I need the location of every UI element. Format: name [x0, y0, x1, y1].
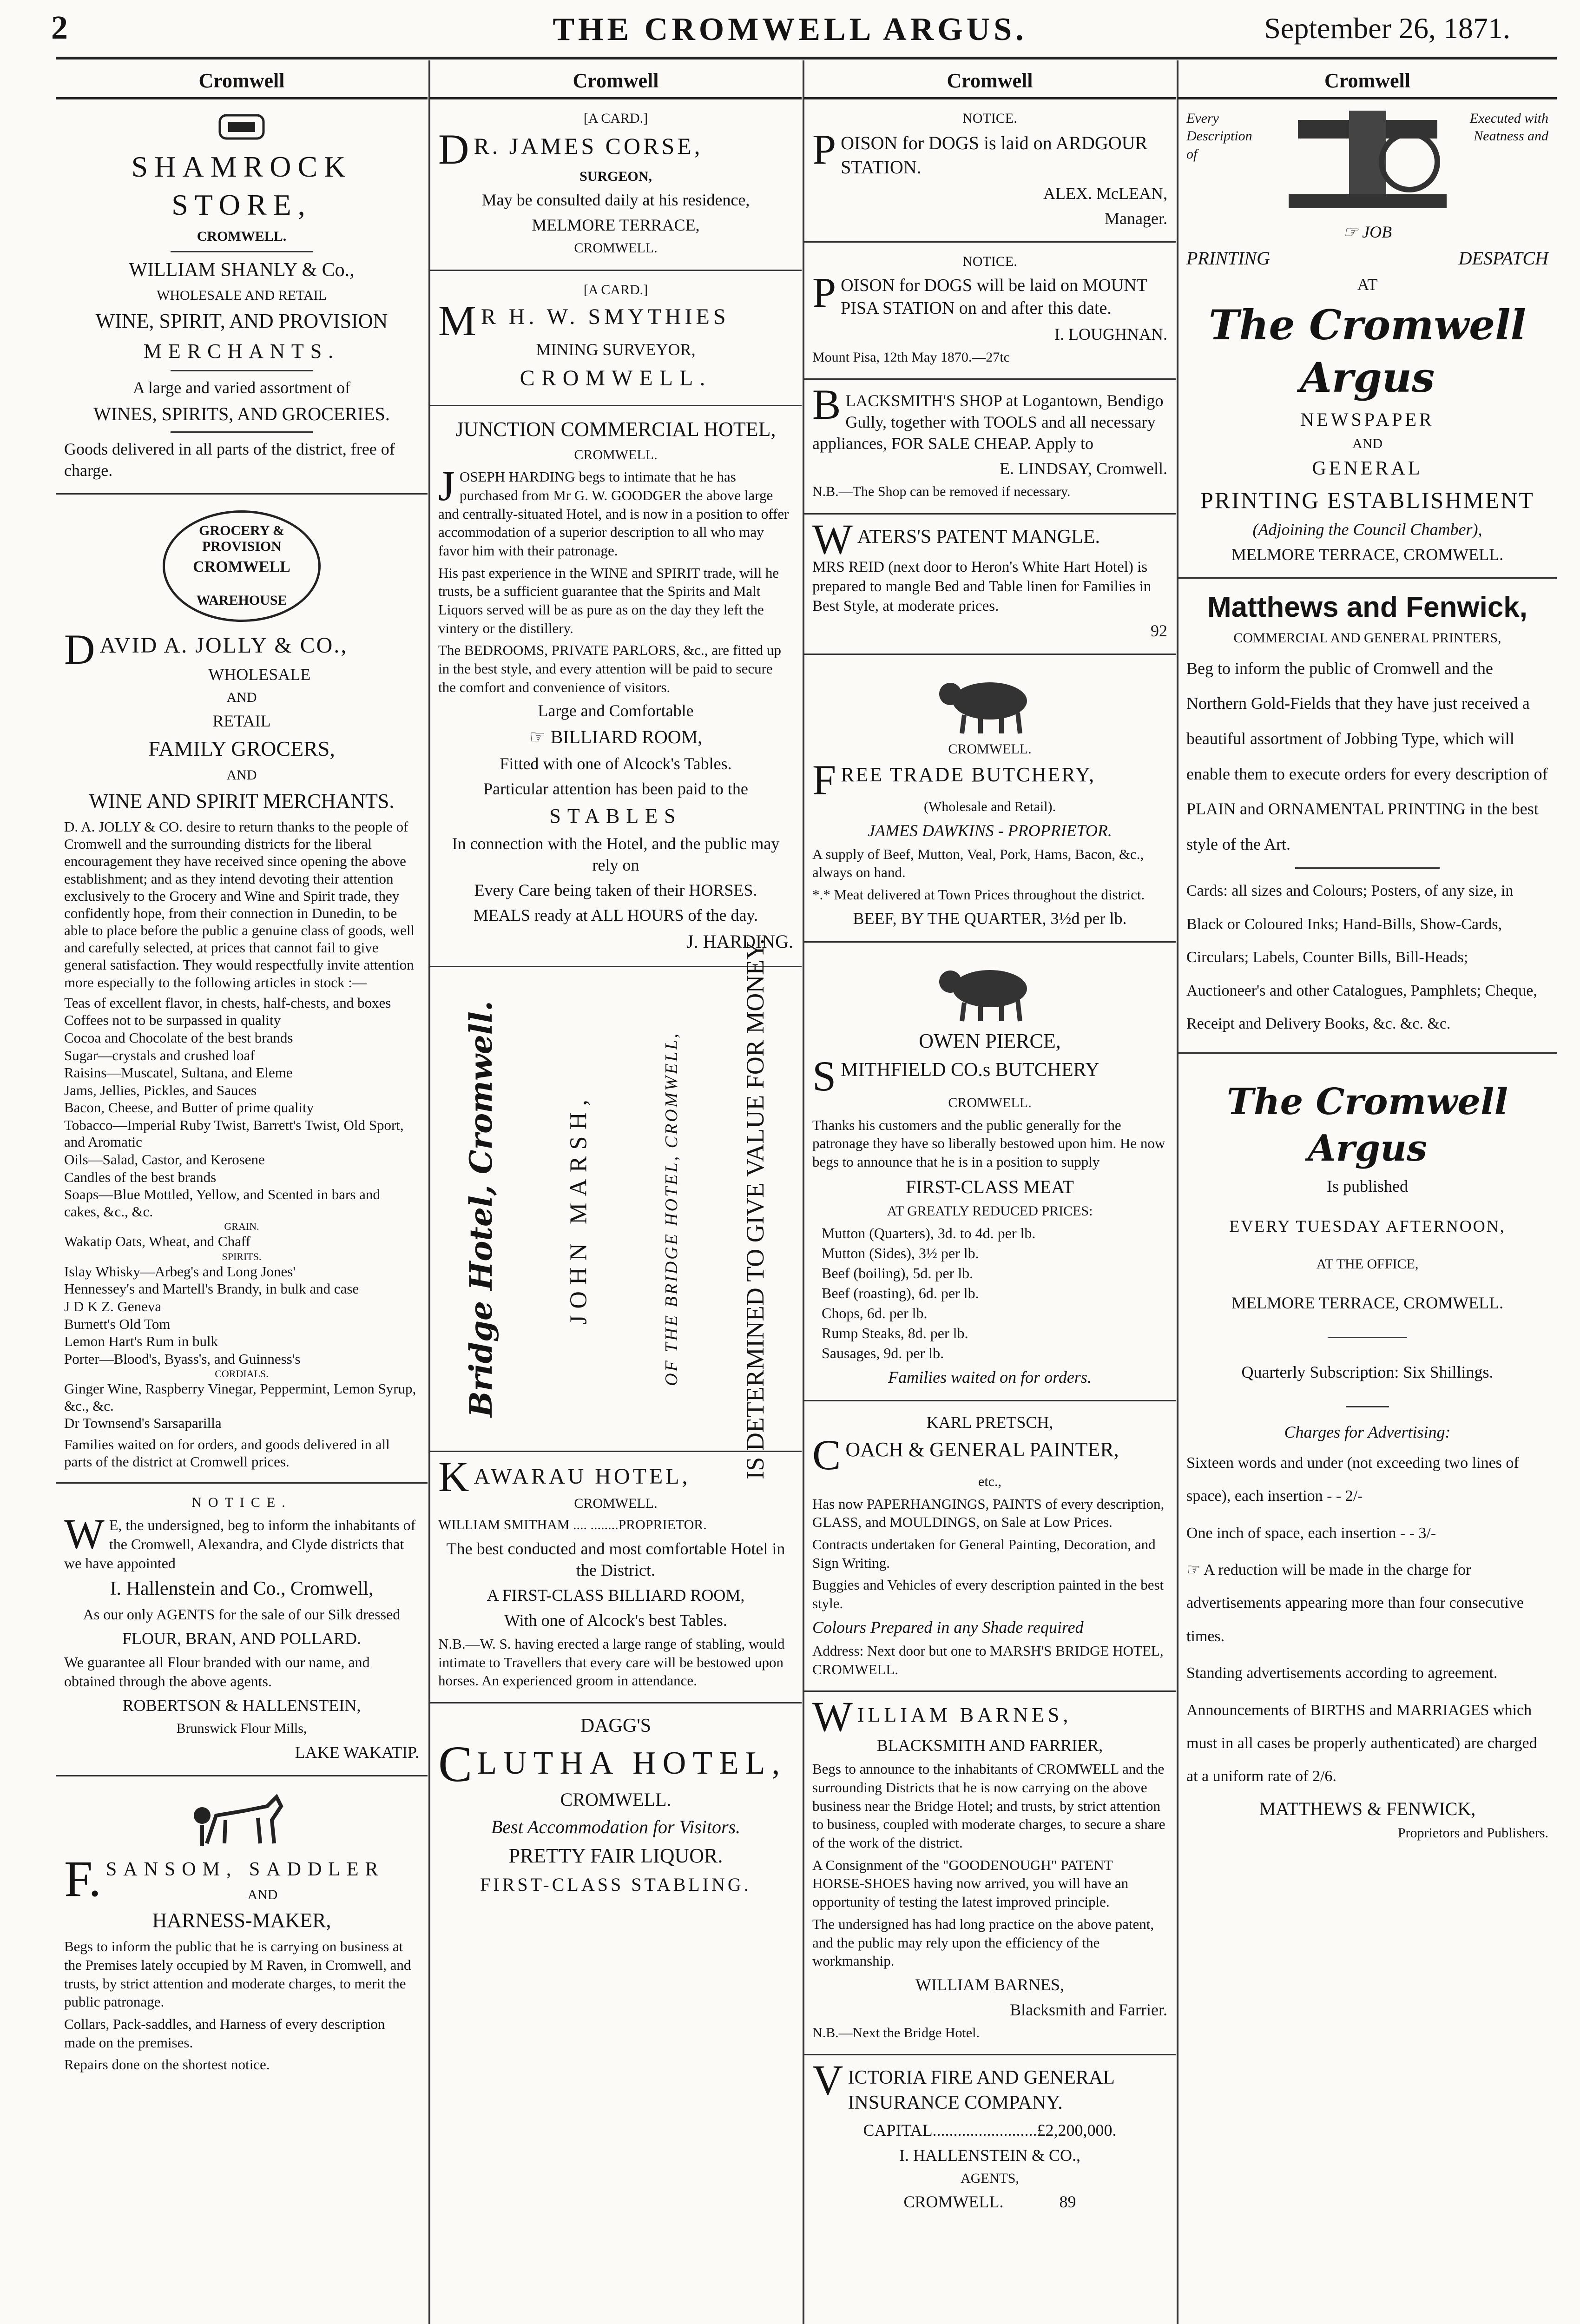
shop-sign-icon	[216, 111, 267, 143]
stock-item: Bacon, Cheese, and Butter of prime quality	[64, 1099, 314, 1116]
price-item: Mutton (Quarters), 3d. to 4d. per lb.	[822, 1225, 1036, 1242]
ox-icon	[936, 666, 1043, 736]
stock-list	[64, 995, 419, 1432]
stock-item: Sugar—crystals and crushed loaf	[64, 1047, 255, 1063]
stock-item: Coffees not to be surpassed in quality	[64, 1012, 281, 1029]
column-2	[430, 65, 802, 2324]
ad-text: Goods delivered in all parts of the district, free of charge.	[64, 440, 395, 480]
mount-pisa-notice: NOTICE. P OISON for DOGS will be laid on MOUNT PISA STATION on and after this date. I. LOUGHNAN. Mount Pisa, 12th May 1870.—27tc	[804, 243, 1176, 380]
stock-item: Soaps—Blue Mottled, Yellow, and Scented in bars and cakes, &c., &c.	[64, 1186, 380, 1220]
ad-text: D. A. JOLLY & CO. desire to return thanks to the people of Cromwell and the surrounding districts for the liberal encouragement they have received since opening the above establishment; and as they intend devoting their attention exclusively to the Grocery and Wine and Spirit trade, they confidently hope, from their connection in Dunedin, to be able to place before the public a genuine class of goods, well and carefully selected, at prices that cannot fail to give general satisfaction. They would respectfully invite attention more especially to the following articles in stock :—	[64, 818, 415, 990]
billiard-label: ☞ BILLIARD ROOM,	[529, 726, 703, 748]
ad-text: Families waited on for orders, and goods delivered in all parts of the district at Cromwell prices.	[64, 1436, 390, 1470]
price-list	[812, 1224, 1167, 1363]
smythies-card: [A CARD.] M R H. W. SMYTHIES MINING SURVEYOR, CROMWELL.	[430, 271, 802, 406]
stock-item: Dr Townsend's Sarsaparilla	[64, 1415, 222, 1432]
column-1	[56, 65, 428, 2324]
page-number: 2	[51, 9, 68, 46]
argus-subscription-ad: The Cromwell Argus Is published EVERY TUESDAY AFTERNOON, AT THE OFFICE, MELMORE TERRACE, CROMWELL. Quarterly Subscription: Six Shillings. Charges for Advertising: Sixteen words and under (not exceeding two lines of space), each insertion - - 2/- One inch of space, each insertion - - 3/- ☞ A reduction will be made in the charge for advertisements appearing more than four consecutive times. Standing advertisements according to agreement. Announcements of BIRTHS and MARRIAGES which must in all cases be properly authenticated) are charged at a uniform rate of 2/6. MATTHEWS & FENWICK, Proprietors and Publishers.	[1186, 1081, 1548, 1841]
printing-line: PRINTING DESPATCH	[1186, 248, 1548, 269]
mangle-ad: W ATERS'S PATENT MANGLE. MRS REID (next door to Heron's White Hart Hotel) is prepared to mangle Bed and Table linen for Families in Best Style, at moderate prices. 92	[804, 515, 1176, 655]
stock-item: Teas of excellent flavor, in chests, half-chests, and boxes	[64, 994, 391, 1011]
ad-text: A large and varied assortment of	[132, 378, 351, 397]
pretsch-ad: KARL PRETSCH, C OACH & GENERAL PAINTER, etc., Has now PAPERHANGINGS, PAINTS of every description, GLASS, and MOULDINGS, on Sale at Low Prices. Contracts undertaken for General Painting, Decoration, and Sign Writing. Buggies and Vehicles of every description painted in the best style. Colours Prepared in any Shade required Address: Next door but one to MARSH'S BRIDGE HOTEL, CROMWELL.	[804, 1401, 1176, 1692]
stock-item: Tobacco—Imperial Ruby Twist, Barrett's Twist, Old Sport, and Aromatic	[64, 1116, 404, 1150]
reduction-line: ☞ A reduction will be made in the charge for advertisements appearing more than four consecutive times.	[1186, 1561, 1524, 1645]
ad-firm: WILLIAM SHANLY & Co.,	[129, 259, 355, 281]
ox-icon	[936, 954, 1043, 1023]
matthews-fenwick-ad: Matthews and Fenwick, COMMERCIAL AND GENERAL PRINTERS, Beg to inform the public of Cromwell and the Northern Gold-Fields that they have just received a beautiful assortment of Jobbing Type, which will enable them to execute orders for every description of PLAIN and ORNAMENTAL PRINTING in the best style of the Art. Cards: all sizes and Colours; Posters, of any size, in Black or Coloured Inks; Hand-Bills, Show-Cards, Circulars; Labels, Counter Bills, Bill-Heads; Auctioneer's and other Catalogues, Pamphlets; Cheque, Receipt and Delivery Books, &c. &c. &c.	[1178, 579, 1557, 1054]
masthead	[0, 0, 1580, 65]
grocery-stamp-ad	[56, 495, 428, 1484]
blacksmith-shop-ad: B LACKSMITH'S SHOP at Logantown, Bendigo Gully, together with TOOLS and all necessary appliances, FOR SALE CHEAP. Apply to E. LINDSAY, Cromwell. N.B.—The Shop can be removed if necessary.	[804, 380, 1176, 515]
masthead-rule	[56, 57, 1557, 59]
stock-item: Ginger Wine, Raspberry Vinegar, Peppermint, Lemon Syrup, &c., &c.	[64, 1380, 416, 1414]
hand-pointer-icon: ☞	[1186, 1561, 1204, 1578]
price-item: Chops, 6d. per lb.	[822, 1305, 928, 1322]
free-trade-butchery-ad: CROMWELL. F REE TRADE BUTCHERY, (Wholesale and Retail). JAMES DAWKINS - PROPRIETOR. A supply of Beef, Mutton, Veal, Pork, Hams, Bacon, &c., always on hand. *.* Meat delivered at Town Prices throughout the district. BEEF, BY THE QUARTER, 3½d per lb.	[804, 655, 1176, 943]
price-item: Beef (boiling), 5d. per lb.	[822, 1265, 974, 1282]
stock-item: Wakatip Oats, Wheat, and Chaff	[64, 1233, 250, 1250]
stock-item: Lemon Hart's Rum in bulk	[64, 1333, 218, 1350]
issue-date: September 26, 1871.	[1264, 12, 1510, 45]
column-header: Cromwell	[804, 65, 1176, 99]
stock-category: SPIRITS.	[222, 1250, 262, 1262]
stock-item: Cocoa and Chocolate of the best brands	[64, 1029, 293, 1046]
bridge-hotel-ad: Bridge Hotel, Cromwell. JOHN MARSH, OF THE BRIDGE HOTEL, CROMWELL, IS DETERMINED TO GIVE VALUE FOR MONEY.	[430, 967, 802, 1452]
hand-pointer-icon: ☞	[1343, 223, 1363, 241]
stock-item: Hennessey's and Martell's Brandy, in bulk and case	[64, 1281, 359, 1297]
stock-item: Candles of the best brands	[64, 1169, 217, 1185]
junction-hotel-ad: JUNCTION COMMERCIAL HOTEL, CROMWELL. J OSEPH HARDING begs to intimate that he has purchased from Mr G. W. GOODGER the above large and centrally-situated Hotel, and is now in a position to offer accommodation of a superior description to all who may favor him with their patronage. His past experience in the WINE and SPIRIT trade, will he trusts, be a sufficient guarantee that the Spirits and Malt Liquors served will be as pure as on the day they left the vintery or the distillery. The BEDROOMS, PRIVATE PARLORS, &c., are fitted up in the best style, and every attention will be paid to secure the comfort and convenience of visitors. Large and Comfortable ☞ BILLIARD ROOM, Fitted with one of Alcock's Tables. Particular attention has been paid to the STABLES In connection with the Hotel, and the public may rely on Every Care being taken of their HORSES. MEALS ready at ALL HOURS of the day. J. HARDING.	[430, 406, 802, 967]
stock-item: Oils—Salad, Castor, and Kerosene	[64, 1151, 265, 1168]
newspaper-title: THE CROMWELL ARGUS.	[553, 12, 1027, 47]
ardgour-notice: NOTICE. P OISON for DOGS is laid on ARDGOUR STATION. ALEX. McLEAN, Manager.	[804, 99, 1176, 243]
clutha-hotel-ad: DAGG'S C LUTHA HOTEL, CROMWELL. Best Accommodation for Visitors. PRETTY FAIR LIQUOR. FIRST-CLASS STABLING.	[438, 1715, 787, 1895]
ad-trade: WHOLESALE AND RETAIL	[157, 287, 327, 303]
stock-category: CORDIALS.	[215, 1368, 269, 1380]
smithfield-butchery-ad: OWEN PIERCE, S MITHFIELD CO.s BUTCHERY CROMWELL. Thanks his customers and the public generally for the patronage they have so liberally bestowed upon him. He now begs to announce that he is in a position to supply FIRST-CLASS MEAT AT GREATLY REDUCED PRICES: Mutton (Quarters), 3d. to 4d. per lb. Mutton (Sides), 3½ per lb. Beef (boiling), 5d. per lb. Beef (roasting), 6d. per lb. Chops, 6d. per lb. Rump Steaks, 8d. per lb. Sausages, 9d. per lb. Families waited on for orders.	[804, 943, 1176, 1401]
price-item: Beef (roasting), 6d. per lb.	[822, 1285, 979, 1302]
stock-item: J D K Z. Geneva	[64, 1298, 162, 1314]
stock-item: Islay Whisky—Arbeg's and Long Jones'	[64, 1263, 296, 1280]
horse-icon	[188, 1788, 295, 1853]
column-header: Cromwell	[56, 65, 428, 99]
victoria-insurance-ad: V ICTORIA FIRE AND GENERAL INSURANCE COMPANY. CAPITAL.........................£2,200,000. I. HALLENSTEIN & CO., AGENTS, CROMWELL. 89	[804, 2055, 1176, 2225]
stock-item: Raisins—Muscatel, Sultana, and Eleme	[64, 1064, 293, 1081]
stock-item: Jams, Jellies, Pickles, and Sauces	[64, 1082, 257, 1098]
barnes-ad: W ILLIAM BARNES, BLACKSMITH AND FARRIER, Begs to announce to the inhabitants of CROMWELL and the surrounding Districts that he is now carrying on the above business near the Bridge Hotel; and trusts, by strict attention to business, coupled with moderate charges, to secure a share of the work of the district. A Consignment of the "GOODENOUGH" PATENT HORSE-SHOES having now arrived, you will have an opportunity of testing the latest improved principle. The undersigned has had long practice on the above patent, and the public may rely upon the efficiency of the workmanship. WILLIAM BARNES, Blacksmith and Farrier. N.B.—Next the Bridge Hotel.	[804, 1692, 1176, 2055]
hallenstein-notice: NOTICE. W E, the undersigned, beg to inform the inhabitants of the Cromwell, Alexandra, and Clyde districts that we have appointed I. Hallenstein and Co., Cromwell, As our only AGENTS for the sale of our Silk dressed FLOUR, BRAN, AND POLLARD. We guarantee all Flour branded with our name, and obtained through the above agents. ROBERTSON & HALLENSTEIN, Brunswick Flour Mills, LAKE WAKATIP.	[56, 1484, 428, 1776]
column-4	[1178, 65, 1557, 2324]
ad-place: CROMWELL.	[197, 228, 287, 244]
insurance-footer: CROMWELL. 89	[903, 2192, 1076, 2212]
kawarau-hotel-ad: K AWARAU HOTEL, CROMWELL. WILLIAM SMITHAM .... ........PROPRIETOR. The best conducted and most comfortable Hotel in the District. A FIRST-CLASS BILLIARD ROOM, With one of Alcock's best Tables. N.B.—W. S. having erected a large range of stabling, would intimate to Travellers that every care will be bestowed upon horses. An experienced groom in attendance.	[430, 1452, 802, 1703]
stock-category: GRAIN.	[224, 1221, 259, 1233]
ad-line: WINE, SPIRIT, AND PROVISION	[95, 310, 388, 333]
ad-line: MERCHANTS.	[143, 339, 340, 363]
job-line: ☞ JOB	[1343, 223, 1392, 241]
stock-item: Porter—Blood's, Byass's, and Guinness's	[64, 1350, 301, 1367]
sansom-ad: F. SANSOM, SADDLER AND HARNESS-MAKER, Begs to inform the public that he is carrying on business at the Premises lately occupied by M Raven, in Cromwell, and trusts, by strict attention and moderate charges, to merit the public patronage. Collars, Pack-saddles, and Harness of every description made on the premises. Repairs done on the shortest notice.	[56, 1776, 428, 2086]
jolly-ad: D AVID A. JOLLY & CO., WHOLESALE AND RETAIL FAMILY GROCERS, AND WINE AND SPIRIT MERCHANTS. D. A. JOLLY & CO. desire to return thanks to the people of Cromwell and the surrounding districts for the liberal encouragement they have received since opening the above establishment; and as they intend devoting their attention exclusively to the Grocery and Wine and Spirit trade, they confidently hope, from their connection in Dunedin, to be able to place before the public a genuine class of goods, well and carefully selected, at prices that cannot fail to give general satisfaction. They would respectfully invite attention more especially to the following articles in stock :— Teas of excellent flavor, in chests, half-chests, and boxes Coffees not to be surpassed in quality Cocoa and Chocolate of the best brands Sugar—crystals and crushed loaf Raisins—Muscatel, Sultana, and Eleme Jams, Jellies, Pickles, and Sauces Bacon, Cheese, and Butter of prime quality Tobacco—Imperial Ruby Twist, Barrett's Twist, Old Sport, and Aromatic Oils—Salad, Castor, and Kerosene Candles of the best brands Soaps—Blue Mottled, Yellow, and Scented in bars and cakes, &c., &c. GRAIN. Wakatip Oats, Wheat, and Chaff SPIRITS. Islay Whisky—Arbeg's and Long Jones' Hennessey's and Martell's Brandy, in bulk and case J D K Z. Geneva Burnett's Old Tom Lemon Hart's Rum in bulk Porter—Blood's, Byass's, and Guinness's CORDIALS. Ginger Wine, Raspberry Vinegar, Peppermint, Lemon Syrup, &c., &c. Dr Townsend's Sarsaparilla Families waited on for orders, and goods delivered in all parts of the district at Cromwell prices.	[64, 631, 419, 1470]
ad-title: AVID A. JOLLY & CO.,	[99, 633, 348, 658]
warehouse-stamp-icon: GROCERY & PROVISION CROMWELL WAREHOUSE	[163, 510, 321, 622]
corse-card: [A CARD.] D R. JAMES CORSE, SURGEON, May be consulted daily at his residence, MELMORE TERRACE, CROMWELL.	[430, 99, 802, 271]
column-header: Cromwell	[430, 65, 802, 99]
price-item: Rump Steaks, 8d. per lb.	[822, 1325, 968, 1342]
printing-press-icon	[1279, 106, 1456, 218]
argus-printing-ad: Every Description of Executed with Neatness and ☞ JOB PRINTING DESPATCH AT The Cromwell Argus NEWSPAPER AND GENERAL PRINTING ESTABLISHMENT (Adjoining the Council Chamber), MELMORE TERRACE, CROMWELL.	[1178, 99, 1557, 579]
column-header: Cromwell	[1178, 65, 1557, 99]
hand-pointer-icon: ☞	[529, 726, 551, 748]
column-3	[804, 65, 1176, 2324]
stock-item: Burnett's Old Tom	[64, 1315, 171, 1332]
ad-title: SHAMROCK STORE,	[131, 150, 352, 221]
ad-text: WINES, SPIRITS, AND GROCERIES.	[93, 403, 390, 425]
price-item: Sausages, 9d. per lb.	[822, 1345, 944, 1362]
shamrock-store-ad	[56, 99, 428, 495]
price-item: Mutton (Sides), 3½ per lb.	[822, 1245, 979, 1262]
